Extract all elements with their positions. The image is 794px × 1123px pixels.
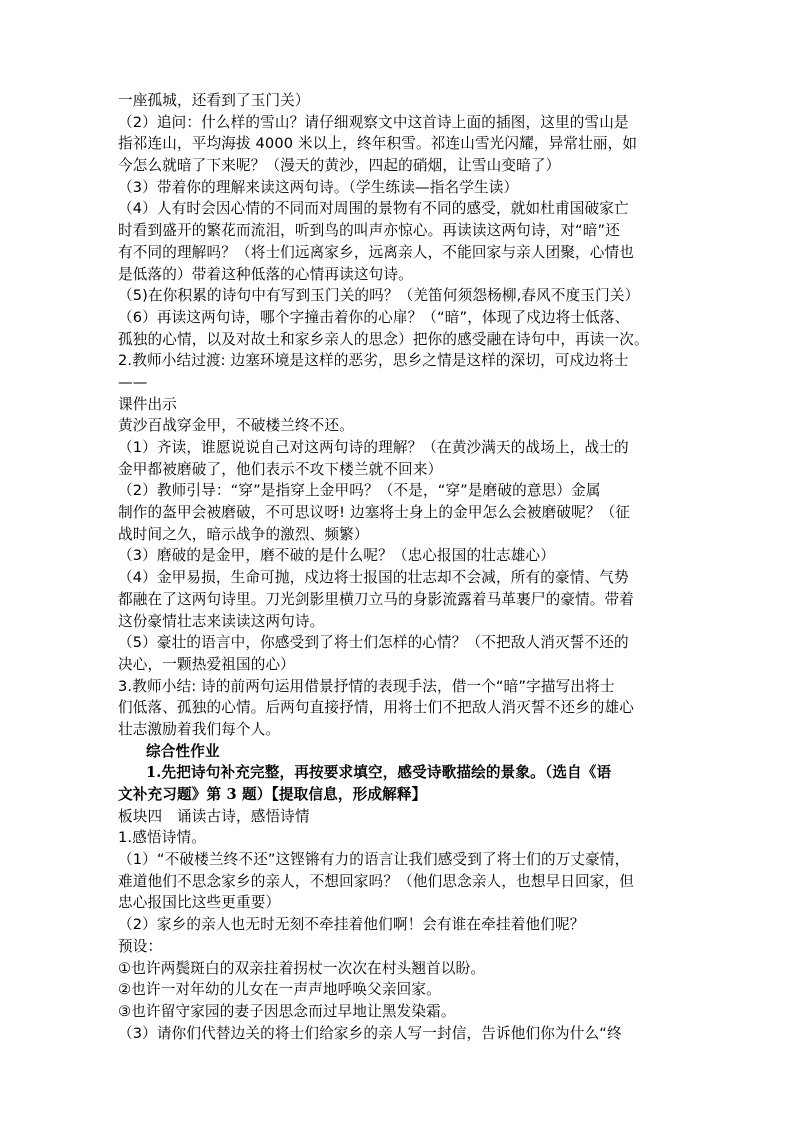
text-line: 们低落、孤独的心情。后两句直接抒情，用将士们不把敌人消灭誓不还乡的雄心 — [118, 699, 635, 717]
text-line: 今怎么就暗了下来呢？（漫天的黄沙，四起的硝烟，让雪山变暗了） — [118, 157, 561, 175]
task-line: 1.先把诗句补充完整，再按要求填空，感受诗歌描绘的景象。（选自《语 — [146, 764, 612, 782]
text-line: （3）带着你的理解来读这两句诗。（学生练读—指名学生读） — [118, 178, 519, 196]
text-line: 是低落的）带着这种低落的心情再读这句诗。 — [118, 265, 413, 283]
text-line: 金甲都被磨破了，他们表示不攻下楼兰就不回来） — [118, 460, 443, 478]
document-page — [118, 90, 686, 1044]
text-line: （3）请你们代替边关的将士们给家乡的亲人写一封信，告诉他们你为什么“终 — [118, 1024, 622, 1042]
text-line: 都融在了这两句诗里。刀光剑影里横刀立马的身影流露着马革裹尸的豪情。带着 — [118, 590, 635, 608]
text-line: 2.教师小结过渡: 边塞环境是这样的恶劣，思乡之情是这样的深切，可戍边将士 — [118, 352, 629, 370]
text-line: （1）齐读，谁愿说说自己对这两句诗的理解？（在黄沙满天的战场上，战士的 — [118, 439, 629, 456]
text-line: 壮志激励着我们每个人。 — [118, 720, 281, 738]
text-line: （6）再读这两句诗，哪个字撞击着你的心扉？（“暗”，体现了戍边将士低落、 — [118, 308, 630, 326]
text-line: ③也许留守家园的妻子因思念而过早地让黑发染霜。 — [118, 1002, 456, 1020]
text-line: 1.感悟诗情。 — [118, 829, 206, 847]
text-line: ①也许两鬓斑白的双亲拄着拐杖一次次在村头翘首以盼。 — [118, 959, 486, 977]
text-line: 战时间之久，暗示战争的激烈、频繁） — [118, 525, 369, 543]
text-line: 制作的盔甲会被磨破，不可思议呀! 边塞将士身上的金甲怎么会被磨破呢？（征 — [118, 504, 631, 522]
section-heading: 综合性作业 — [146, 742, 220, 760]
text-line: （2）家乡的亲人也无时无刻不牵挂着他们啊！会有谁在牵挂着他们呢？ — [118, 916, 585, 934]
text-line: （2）追问：什么样的雪山？请仔细观察文中这首诗上面的插图，这里的雪山是 — [118, 113, 629, 131]
text-line: —— — [118, 373, 148, 391]
text-line: （5）豪壮的语言中，你感受到了将士们怎样的心情？（不把敌人消灭誓不还的 — [118, 634, 629, 652]
text-line: （5)在你积累的诗句中有写到玉门关的吗？（羌笛何须怨杨柳,春风不度玉门关） — [118, 287, 640, 305]
text-line: 一座孤城，还看到了玉门关） — [118, 92, 310, 109]
text-line: （1）“不破楼兰终不还”这铿锵有力的语言让我们感受到了将士们的万丈豪情， — [118, 851, 630, 869]
text-line: 决心，一颗热爱祖国的心） — [118, 655, 295, 673]
text-line: 有不同的理解吗？（将士们远离家乡，远离亲人，不能回家与亲人团聚，心情也 — [118, 243, 635, 261]
text-line: 3.教师小结: 诗的前两句运用借景抒情的表现手法，借一个“暗”字描写出将士 — [118, 677, 615, 695]
text-line: （4）金甲易损，生命可抛，戍边将士报国的壮志却不会减，所有的豪情、气势 — [118, 569, 629, 587]
text-line: 课件出示 — [118, 395, 177, 413]
text-line: 难道他们不思念家乡的亲人，不想回家吗？（他们思念亲人，也想早日回家，但 — [118, 872, 635, 890]
text-line: ②也许一对年幼的儿女在一声声地呼唤父亲回家。 — [118, 981, 441, 999]
text-line: 孤独的心情，以及对故土和家乡亲人的思念）把你的感受融在诗句中，再读一次。 — [118, 330, 649, 348]
task-line: 文补充习题》第 3 题）【提取信息，形成解释】 — [118, 786, 427, 803]
text-line: 板块四 诵读古诗，感悟诗情 — [118, 807, 310, 825]
text-line: （4）人有时会因心情的不同而对周围的景物有不同的感受，就如杜甫国破家亡 — [118, 200, 629, 218]
text-line: 黄沙百战穿金甲，不破楼兰终不还。 — [118, 417, 354, 435]
text-line: （2）教师引导：“穿”是指穿上金甲吗？（不是，“穿”是磨破的意思）金属 — [118, 482, 601, 500]
text-line: 忠心报国比这些更重要） — [118, 894, 281, 912]
text-line: 预设： — [118, 937, 163, 955]
text-line: （3）磨破的是金甲，磨不破的是什么呢？（忠心报国的壮志雄心） — [118, 547, 556, 565]
text-line: 指祁连山，平均海拔 4000 米以上，终年积雪。祁连山雪光闪耀，异常壮丽，如 — [118, 135, 638, 153]
text-line: 时看到盛开的繁花而流泪，听到鸟的叫声亦惊心。再读读这两句诗，对“暗”还 — [118, 222, 620, 240]
text-line: 这份豪情壮志来读读这两句诗。 — [118, 612, 325, 630]
